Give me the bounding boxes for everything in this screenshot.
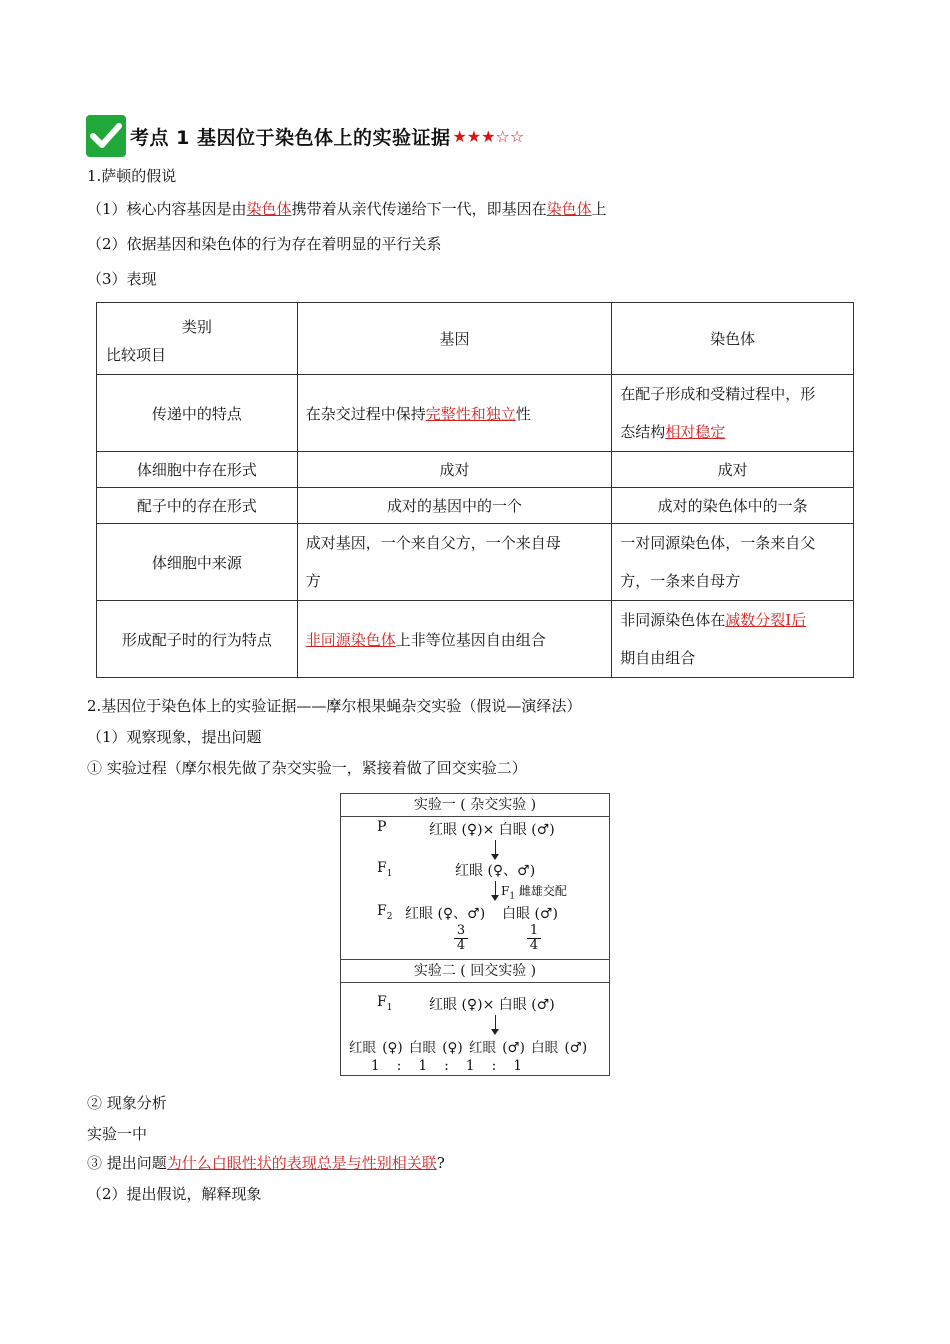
section2-point2: ① 实验过程（摩尔根先做了杂交实验一，紧接着做了回交实验二） (87, 759, 527, 777)
section1-point2: （2）依据基因和染色体的行为存在着明显的平行关系 (87, 235, 442, 253)
row-label: 体细胞中存在形式 (97, 452, 298, 488)
gene-cell: 非同源染色体上非等位基因自由组合 (297, 601, 612, 678)
checkmark-icon (86, 115, 126, 157)
gene-cell: 成对的基因中的一个 (297, 488, 612, 524)
section2-point1: （1）观察现象，提出问题 (87, 728, 262, 746)
section2-point5: ③ 提出问题为什么白眼性状的表现总是与性别相关联? (87, 1154, 445, 1172)
chromosome-cell: 成对 (612, 452, 854, 488)
exp2-cross: 红眼 (♀)× 白眼 (♂) (429, 997, 555, 1013)
row-label: 传递中的特点 (97, 375, 298, 452)
f2-white-phenotype: 白眼 (♂) (502, 906, 558, 922)
f2-red-phenotype: 红眼 (♀、♂) (405, 906, 486, 922)
section-heading (86, 114, 524, 158)
experiment1-title: 实验一 ( 杂交实验 ) (413, 797, 537, 813)
down-arrow-icon (495, 881, 496, 899)
chromosome-cell: 一对同源染色体，一条来自父 方，一条来自母方 (612, 524, 854, 601)
exp2-offspring: 红眼 (♀) 白眼 (♀) 红眼 (♂) 白眼 (♂) (349, 1040, 588, 1056)
section1-point3: （3）表现 (87, 270, 157, 288)
divider (341, 816, 609, 817)
table-row (97, 524, 854, 601)
table-row (97, 452, 854, 488)
p-label: P (377, 819, 387, 835)
p-cross: 红眼 (♀)× 白眼 (♂) (429, 822, 555, 838)
f2-label: $F_2$ (377, 903, 393, 922)
table-row (97, 488, 854, 524)
table-row (97, 601, 854, 678)
exp2-f1-label: $F_1$ (377, 994, 393, 1013)
cross-diagram (340, 793, 610, 1076)
row-label: 形成配子时的行为特点 (97, 601, 298, 678)
section1-point1: （1）核心内容基因是由染色体携带着从亲代传递给下一代，即基因在染色体上 (87, 200, 607, 218)
section1-title: 1.萨顿的假说 (87, 167, 177, 185)
experiment2-title: 实验二 ( 回交实验 ) (413, 963, 537, 979)
row-label: 体细胞中来源 (97, 524, 298, 601)
section2-point3: ② 现象分析 (87, 1094, 167, 1112)
table-header-row (97, 303, 854, 375)
down-arrow-icon (495, 840, 496, 858)
chromosome-cell: 在配子形成和受精过程中，形 态结构相对稳定 (612, 375, 854, 452)
heading-title: 考点 1 基因位于染色体上的实验证据 (130, 126, 451, 149)
section2-point6: （2）提出假说，解释现象 (87, 1185, 262, 1203)
exp2-ratio: 1 : 1 : 1 : 1 (371, 1058, 522, 1074)
ratio-white-fraction: $\frac{1}{4}$ (527, 924, 541, 953)
gene-cell: 成对 (297, 452, 612, 488)
section2-point4: 实验一中 (87, 1125, 148, 1143)
column-header-chromosome: 染色体 (612, 303, 854, 375)
chromosome-cell: 成对的染色体中的一条 (612, 488, 854, 524)
rating-stars: ★★★☆☆ (452, 126, 525, 146)
gene-cell: 在杂交过程中保持完整性和独立性 (297, 375, 612, 452)
divider (341, 982, 609, 983)
column-header-gene: 基因 (297, 303, 612, 375)
table-corner-cell: 类别 比较项目 (97, 303, 298, 375)
row-label: 配子中的存在形式 (97, 488, 298, 524)
f1-label: $F_1$ (377, 860, 393, 879)
chromosome-cell: 非同源染色体在减数分裂Ⅰ后 期自由组合 (612, 601, 854, 678)
down-arrow-icon (495, 1015, 496, 1033)
gene-cell: 成对基因，一个来自父方，一个来自母 方 (297, 524, 612, 601)
f1-value: 红眼 (♀、♂) (455, 863, 536, 879)
comparison-table (96, 302, 854, 678)
table-row (97, 375, 854, 452)
section2-title: 2.基因位于染色体上的实验证据——摩尔根果蝇杂交实验（假说—演绎法） (87, 697, 582, 715)
f1-note: $F_1$ 雌雄交配 (501, 884, 567, 902)
ratio-red-fraction: $\frac{3}{4}$ (454, 924, 468, 953)
